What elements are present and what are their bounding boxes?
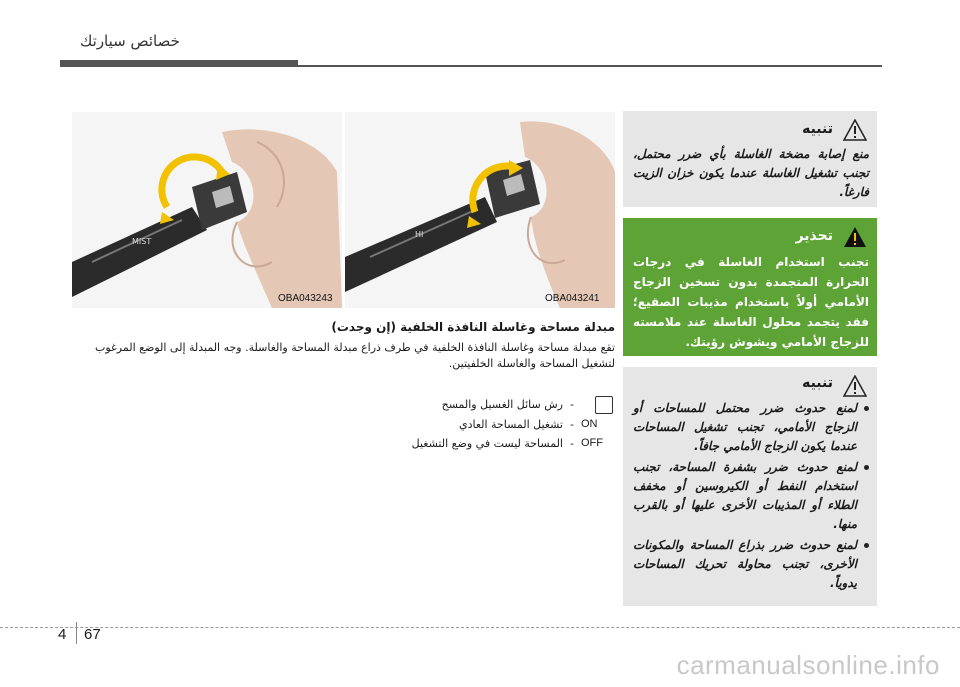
section-body: تقع مبدلة مساحة وغاسلة النافذة الخلفية في طرف ذراع مبدلة المساحة والغاسلة. وجه المبدلة إلى الوضع المرغوب لتشغيل المساحة والغاسلة الخلفيتين. [95,341,615,370]
svg-text:MIST: MIST [132,237,152,246]
section-heading: مبدلة مساحة وغاسلة النافذة الخلفية (إن وجدت) [331,320,615,334]
washer-mist-icon [595,396,613,414]
chapter-title: خصائص سيارتك [80,32,180,50]
mode-key: OFF [581,437,603,449]
caution-list [633,399,869,595]
footer-rule [0,627,960,628]
warning-title: تحذير [795,228,833,244]
mode-description: تشغيل المساحة العادي [458,418,563,431]
chapter-number: 4 [58,626,67,643]
wiper-lever-illustration-b [72,112,342,308]
mode-separator: - [570,398,574,411]
watermark: carmanualsonline.info [676,650,940,680]
warning-text: تجنب استخدام الغاسلة في درجات الحرارة المتجمدة بدون تسخين الزجاج الأمامي أولاً باستخدام مذيبات الصقيع؛ فقد يتجمد محلول الغاسلة عند ملامسته للزجاج الأمامي ويشوش رؤيتك. [633,255,869,349]
list-item [633,536,869,593]
caution-title: تنبيه [802,375,833,391]
list-item-text: لمنع حدوث ضرر بذراع المساحة والمكونات الأخرى، تجنب محاولة تحريك المساحات يدوياً. [633,538,857,590]
list-item [633,458,869,534]
list-item [633,399,869,456]
caution-box [623,111,877,207]
mode-description: رش سائل الغسيل والمسح [441,398,563,411]
list-item-text: لمنع حدوث ضرر بشفرة المساحة، تجنب استخدام النفط أو الكيروسين أو مخفف الطلاء أو المذيبات الأخرى عليها أو بالقرب منها. [633,460,857,531]
warning-box [623,218,877,356]
figure-b-code: OBA043243 [278,293,333,304]
caution-title: تنبيه [802,121,833,137]
mode-row-off [315,437,615,453]
caution-triangle-icon [843,375,867,397]
caution-triangle-icon [843,119,867,141]
caution-text: منع إصابة مضخة الغاسلة بأي ضرر محتمل، تجنب تشغيل الغاسلة عندما يكون خزان الزيت فارغاً. [633,147,869,199]
mode-row-mist [315,398,615,414]
mode-row-on [315,418,615,434]
mode-separator: - [570,418,574,431]
page-number-divider [76,622,77,644]
figure-b-photo [72,112,342,308]
bullet-icon [864,543,869,548]
bullet-icon [864,406,869,411]
figure-a-code: OBA043241 [545,293,600,304]
mode-separator: - [570,437,574,450]
mode-description: المساحة ليست في وضع التشغيل [411,437,563,450]
figure-a-photo [345,112,615,308]
page-number: 67 [84,626,101,643]
list-item-text: لمنع حدوث ضرر محتمل للمساحات أو الزجاج الأمامي، تجنب تشغيل المساحات عندما يكون الزجاج الأمامي جافاً. [633,401,857,453]
wiper-lever-illustration-a [345,112,615,308]
warning-triangle-icon [843,226,867,248]
bullet-icon [864,465,869,470]
header-rule [60,65,882,67]
svg-text:HI: HI [415,230,424,239]
caution-box-list [623,367,877,606]
mode-key: ON [581,418,598,430]
